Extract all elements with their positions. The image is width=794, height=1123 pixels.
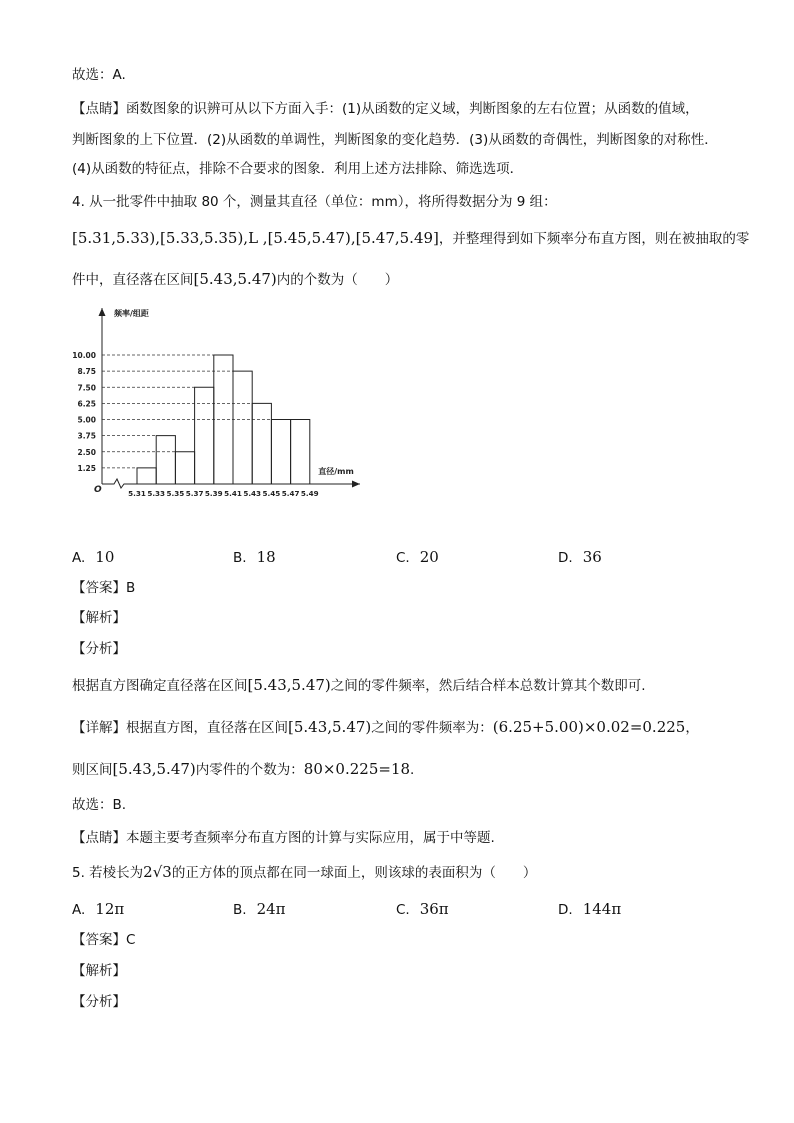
q4-option-c: C. 20 (396, 548, 439, 566)
histogram-bar (195, 387, 214, 484)
x-tick-label: 5.41 (224, 489, 242, 498)
q5-jiexi-heading: 【解析】 (72, 963, 126, 979)
x-axis-arrow (352, 481, 360, 488)
q4-stem-line3-a: 件中，直径落在区间 (72, 272, 194, 288)
y-tick-label: 6.25 (77, 399, 96, 409)
q4-stem-line2 (72, 229, 749, 248)
x-tick-label: 5.39 (204, 489, 223, 498)
origin-label: O (94, 485, 102, 495)
q4-select: 故选：B. (72, 797, 127, 813)
histogram-bar (137, 468, 156, 484)
x-tick-label: 5.49 (300, 489, 319, 498)
q4-option-a: A. 10 (72, 548, 115, 566)
q4-answer: 【答案】B (72, 580, 136, 596)
y-axis-label: 频率/组距 (114, 309, 149, 318)
q5-option-a: A. 12π (72, 900, 125, 918)
q4-stem-line1: 4. 从一批零件中抽取 80 个，测量其直径（单位：mm），将所得数据分为 9 组： (72, 194, 557, 210)
prev-comment-line3: (4)从函数的特征点，排除不合要求的图象．利用上述方法排除、筛选选项． (72, 161, 524, 177)
q5-option-b: B. 24π (233, 900, 286, 918)
q4-detail-math2: (6.25+5.00)×0.02=0.225 (492, 718, 686, 736)
y-tick-label: 8.75 (77, 367, 96, 377)
q4-count: 则区间[5.43,5.47)内零件的个数为：80×0.225=18. (72, 760, 415, 778)
prev-answer-select: 故选：A. (72, 67, 126, 83)
x-tick-label: 5.43 (243, 489, 262, 498)
q5-stem: 5. 若棱长为2√3的正方体的顶点都在同一球面上，则该球的表面积为（ ） (72, 863, 537, 881)
y-axis-arrow (99, 308, 106, 316)
x-tick-label: 5.37 (185, 489, 204, 498)
q4-option-b: B. 18 (233, 548, 276, 566)
y-tick-label: 5.00 (77, 415, 96, 425)
q4-interval-math: [5.43,5.47) (193, 270, 277, 288)
q4-count-math1: [5.43,5.47) (112, 760, 196, 778)
q5-option-d: D. 144π (558, 900, 622, 918)
histogram-bar (252, 403, 271, 484)
y-tick-label: 7.50 (77, 383, 96, 393)
y-tick-label: 10.00 (72, 351, 96, 360)
q4-stem-line3-b: 内的个数为（ ） (276, 272, 399, 288)
q4-analysis: 根据直方图确定直径落在区间[5.43,5.47)之间的零件频率，然后结合样本总数计算其个数即可. (72, 676, 646, 694)
prev-comment-line2: 判断图象的上下位置．(2)从函数的单调性，判断图象的变化趋势．(3)从函数的奇偶性，判断图象的对称性． (72, 132, 718, 148)
histogram-bar (291, 420, 310, 485)
q4-jiexi-heading: 【解析】 (72, 610, 126, 626)
histogram-bar (233, 371, 252, 484)
q4-detail: 【详解】根据直方图，直径落在区间[5.43,5.47)之间的零件频率为：(6.25+5.00)×0.02=0.225， (72, 718, 699, 736)
x-tick-label: 5.45 (262, 489, 281, 498)
x-tick-label: 5.33 (147, 489, 166, 498)
q4-fenxi-heading: 【分析】 (72, 641, 126, 657)
x-axis-label: 直径/mm (318, 467, 354, 476)
histogram-bar (156, 436, 175, 484)
q4-stem-line3 (72, 270, 398, 289)
x-tick-label: 5.35 (166, 489, 185, 498)
q4-comment: 【点睛】本题主要考查频率分布直方图的计算与实际应用，属于中等题. (72, 830, 495, 846)
x-tick-label: 5.31 (128, 489, 146, 498)
histogram-bar (175, 452, 194, 484)
y-tick-label: 1.25 (77, 463, 96, 473)
q5-fenxi-heading: 【分析】 (72, 994, 126, 1010)
prev-comment-line1: 【点睛】函数图象的识辨可从以下方面入手：(1)从函数的定义域，判断图象的左右位置；从函数的值域， (72, 101, 699, 117)
frequency-histogram (72, 300, 380, 505)
q4-detail-math1: [5.43,5.47) (288, 718, 372, 736)
q5-option-c: C. 36π (396, 900, 449, 918)
q4-analysis-math: [5.43,5.47) (247, 676, 331, 694)
y-tick-label: 3.75 (77, 431, 96, 441)
histogram-bar (271, 420, 290, 485)
q5-edge-math: 2√3 (143, 863, 172, 881)
y-tick-label: 2.50 (77, 447, 96, 457)
x-tick-label: 5.47 (281, 489, 300, 498)
q5-answer: 【答案】C (72, 932, 136, 948)
q4-intervals-math: [5.31,5.33),[5.33,5.35),L ,[5.45,5.47),[5.47,5.49] (72, 229, 439, 247)
q4-stem-line2-text: ，并整理得到如下频率分布直方图，则在被抽取的零 (438, 231, 750, 247)
q4-option-d: D. 36 (558, 548, 602, 566)
q4-count-math2: 80×0.225=18 (303, 760, 411, 778)
